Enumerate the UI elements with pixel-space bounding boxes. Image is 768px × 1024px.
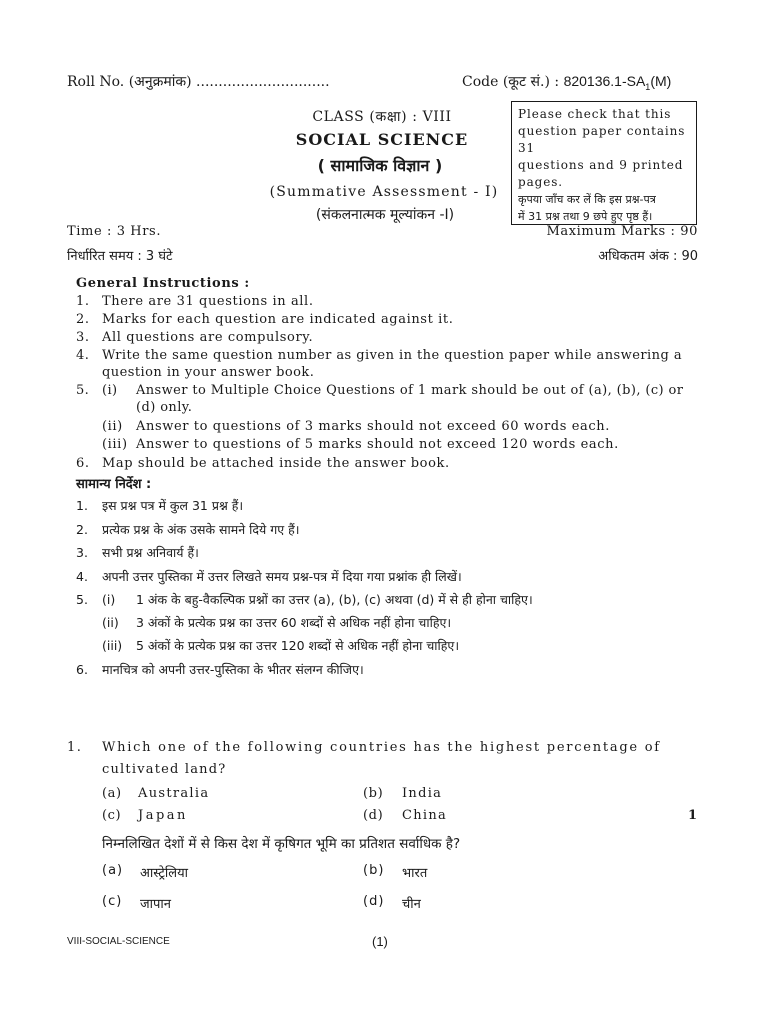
footer-paper-name: VIII-SOCIAL-SCIENCE: [67, 936, 170, 947]
notice-line: question paper contains 31: [518, 124, 686, 155]
page-count-notice: [511, 101, 697, 225]
question-number: 1.: [67, 740, 83, 755]
class-line: CLASS (कक्षा) : VIII: [312, 109, 452, 125]
notice-line: questions and 9 printed: [518, 158, 684, 172]
question-text: cultivated land?: [102, 762, 227, 777]
option-text-hindi: चीन: [402, 897, 421, 912]
instruction-text: There are 31 questions in all.: [102, 294, 314, 309]
notice-line-hindi: में 31 प्रश्न तथा 9 छपे हुए पृष्ठ हैं।: [518, 210, 653, 223]
option-text-hindi: आस्ट्रेलिया: [140, 866, 188, 881]
paper-code: [462, 72, 671, 92]
instruction-sub-number: (ii): [102, 615, 119, 630]
instruction-number: 4.: [76, 348, 90, 363]
instruction-number: 1.: [76, 498, 88, 513]
instruction-text: question in your answer book.: [102, 365, 315, 380]
instruction-text: Write the same question number as given in the question paper while answering a: [102, 348, 683, 363]
code-value: $820136.1-SA_1(M)$: [563, 73, 672, 92]
instruction-text: मानचित्र को अपनी उत्तर-पुस्तिका के भीतर संलग्न कीजिए।: [102, 662, 364, 677]
assessment-type-hindi: (संकलनात्मक मूल्यांकन -I): [315, 207, 455, 223]
option-text-hindi: जापान: [140, 897, 171, 912]
roll-number: Roll No. (अनुक्रमांक) ..............................: [67, 74, 330, 90]
instruction-number: 5.: [76, 592, 88, 607]
subject-title-hindi: ( सामाजिक विज्ञान ): [317, 156, 443, 175]
instruction-text: अपनी उत्तर पुस्तिका में उत्तर लिखते समय प्रश्न-पत्र में दिया गया प्रश्नांक ही लिखें।: [102, 569, 462, 584]
instruction-text: Answer to Multiple Choice Questions of 1 mark should be out of (a), (b), (c) or: [136, 383, 684, 398]
option-label: (b): [363, 786, 384, 801]
instruction-sub-number: (iii): [102, 638, 123, 653]
instruction-number: 2.: [76, 312, 90, 327]
page-number: (1): [372, 934, 388, 949]
general-instructions-heading-hindi: सामान्य निर्देश :: [76, 477, 152, 492]
instruction-sub-number: (iii): [102, 437, 128, 452]
maximum-marks: Maximum Marks : 90: [546, 224, 698, 239]
time-allowed: Time : 3 Hrs.: [67, 224, 162, 239]
instruction-text: Answer to questions of 5 marks should not exceed 120 words each.: [136, 437, 619, 452]
maximum-marks-hindi: अधिकतम अंक : 90: [598, 249, 698, 264]
question-marks: 1: [688, 808, 698, 823]
question-text: Which one of the following countries has the highest percentage of: [102, 740, 661, 755]
option-text: India: [402, 786, 443, 801]
notice-line: Please check that this: [518, 107, 672, 121]
instruction-number: 2.: [76, 522, 88, 537]
option-label: (d): [363, 808, 384, 823]
option-label: (a): [102, 863, 124, 878]
instruction-text: All questions are compulsory.: [102, 330, 314, 345]
instruction-sub-number: (i): [102, 383, 118, 398]
instruction-sub-number: (i): [102, 592, 116, 607]
option-text-hindi: भारत: [402, 866, 428, 881]
instruction-sub-number: (ii): [102, 419, 123, 434]
option-label: (a): [102, 786, 122, 801]
instruction-text: इस प्रश्न पत्र में कुल 31 प्रश्न हैं।: [102, 498, 244, 513]
code-label: Code (कूट सं.) :: [462, 74, 560, 90]
option-text: Australia: [138, 786, 210, 801]
instruction-number: 6.: [76, 456, 90, 471]
instruction-text: 3 अंकों के प्रत्येक प्रश्न का उत्तर 60 शब्दों से अधिक नहीं होना चाहिए।: [136, 615, 452, 630]
question-text-hindi: निम्नलिखित देशों में से किस देश में कृषिगत भूमि का प्रतिशत सर्वाधिक है?: [102, 836, 461, 852]
instruction-text: Answer to questions of 3 marks should not exceed 60 words each.: [136, 419, 610, 434]
option-label: (c): [102, 894, 123, 909]
notice-line: pages.: [518, 175, 563, 189]
option-text: China: [402, 808, 448, 823]
general-instructions-heading: General Instructions :: [76, 276, 250, 291]
instruction-number: 1.: [76, 294, 90, 309]
instruction-number: 4.: [76, 569, 88, 584]
time-allowed-hindi: निर्धारित समय : 3 घंटे: [67, 249, 173, 264]
instruction-number: 3.: [76, 330, 90, 345]
instruction-text: Map should be attached inside the answer book.: [102, 456, 450, 471]
instruction-text: प्रत्येक प्रश्न के अंक उसके सामने दिये गए हैं।: [102, 522, 300, 537]
option-label: (b): [363, 863, 385, 878]
option-text: Japan: [138, 808, 188, 823]
option-label: (c): [102, 808, 122, 823]
assessment-type: (Summative Assessment - I): [269, 184, 499, 200]
subject-title: SOCIAL SCIENCE: [295, 130, 469, 149]
instruction-text: (d) only.: [136, 400, 193, 415]
notice-line-hindi: कृपया जाँच कर लें कि इस प्रश्न-पत्र: [518, 193, 656, 206]
instruction-number: 3.: [76, 545, 88, 560]
instruction-number: 6.: [76, 662, 88, 677]
instruction-number: 5.: [76, 383, 90, 398]
instruction-text: सभी प्रश्न अनिवार्य हैं।: [102, 545, 199, 560]
instruction-text: 1 अंक के बहु-वैकल्पिक प्रश्नों का उत्तर (a), (b), (c) अथवा (d) में से ही होना चाहिए।: [136, 592, 533, 607]
instruction-text: Marks for each question are indicated against it.: [102, 312, 454, 327]
option-label: (d): [363, 894, 385, 909]
instruction-text: 5 अंकों के प्रत्येक प्रश्न का उत्तर 120 शब्दों से अधिक नहीं होना चाहिए।: [136, 638, 460, 653]
